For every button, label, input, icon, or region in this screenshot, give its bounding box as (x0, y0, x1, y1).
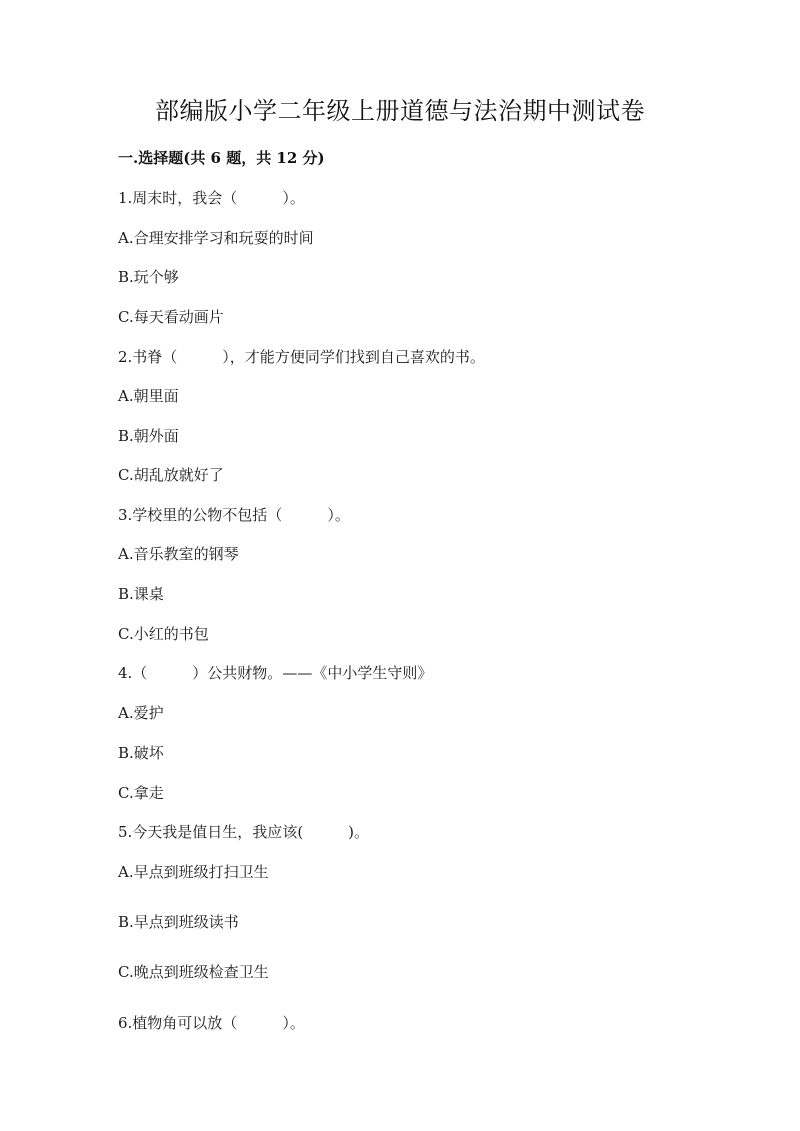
question-5-option-a: A.早点到班级打扫卫生 (118, 863, 269, 881)
question-1-stem: 1.周末时，我会（ ）。 (118, 189, 305, 207)
question-5-stem: 5.今天我是值日生，我应该( )。 (118, 823, 370, 841)
question-2-option-c: C.胡乱放就好了 (118, 466, 224, 484)
question-1-option-a: A.合理安排学习和玩耍的时间 (118, 229, 314, 247)
question-4-option-c: C.拿走 (118, 784, 164, 802)
question-1-option-b: B.玩个够 (118, 268, 179, 286)
question-5-option-b: B.早点到班级读书 (118, 913, 239, 931)
question-3-stem: 3.学校里的公物不包括（ ）。 (118, 506, 350, 524)
question-3-option-a: A.音乐教室的钢琴 (118, 545, 239, 563)
question-4-option-b: B.破坏 (118, 744, 164, 762)
question-2-stem: 2.书脊（ ），才能方便同学们找到自己喜欢的书。 (118, 348, 485, 366)
section-heading: 一.选择题(共 6 题，共 12 分) (118, 149, 325, 167)
question-3-option-b: B.课桌 (118, 585, 164, 603)
question-4-option-a: A.爱护 (118, 704, 164, 722)
question-1-option-c: C.每天看动画片 (118, 308, 224, 326)
page-title: 部编版小学二年级上册道德与法治期中测试卷 (155, 97, 645, 125)
question-5-option-c: C.晚点到班级检查卫生 (118, 963, 269, 981)
question-4-stem: 4.（ ）公共财物。——《中小学生守则》 (118, 664, 433, 682)
question-2-option-a: A.朝里面 (118, 387, 179, 405)
question-2-option-b: B.朝外面 (118, 427, 179, 445)
question-3-option-c: C.小红的书包 (118, 625, 209, 643)
question-6-stem: 6.植物角可以放（ ）。 (118, 1014, 305, 1032)
